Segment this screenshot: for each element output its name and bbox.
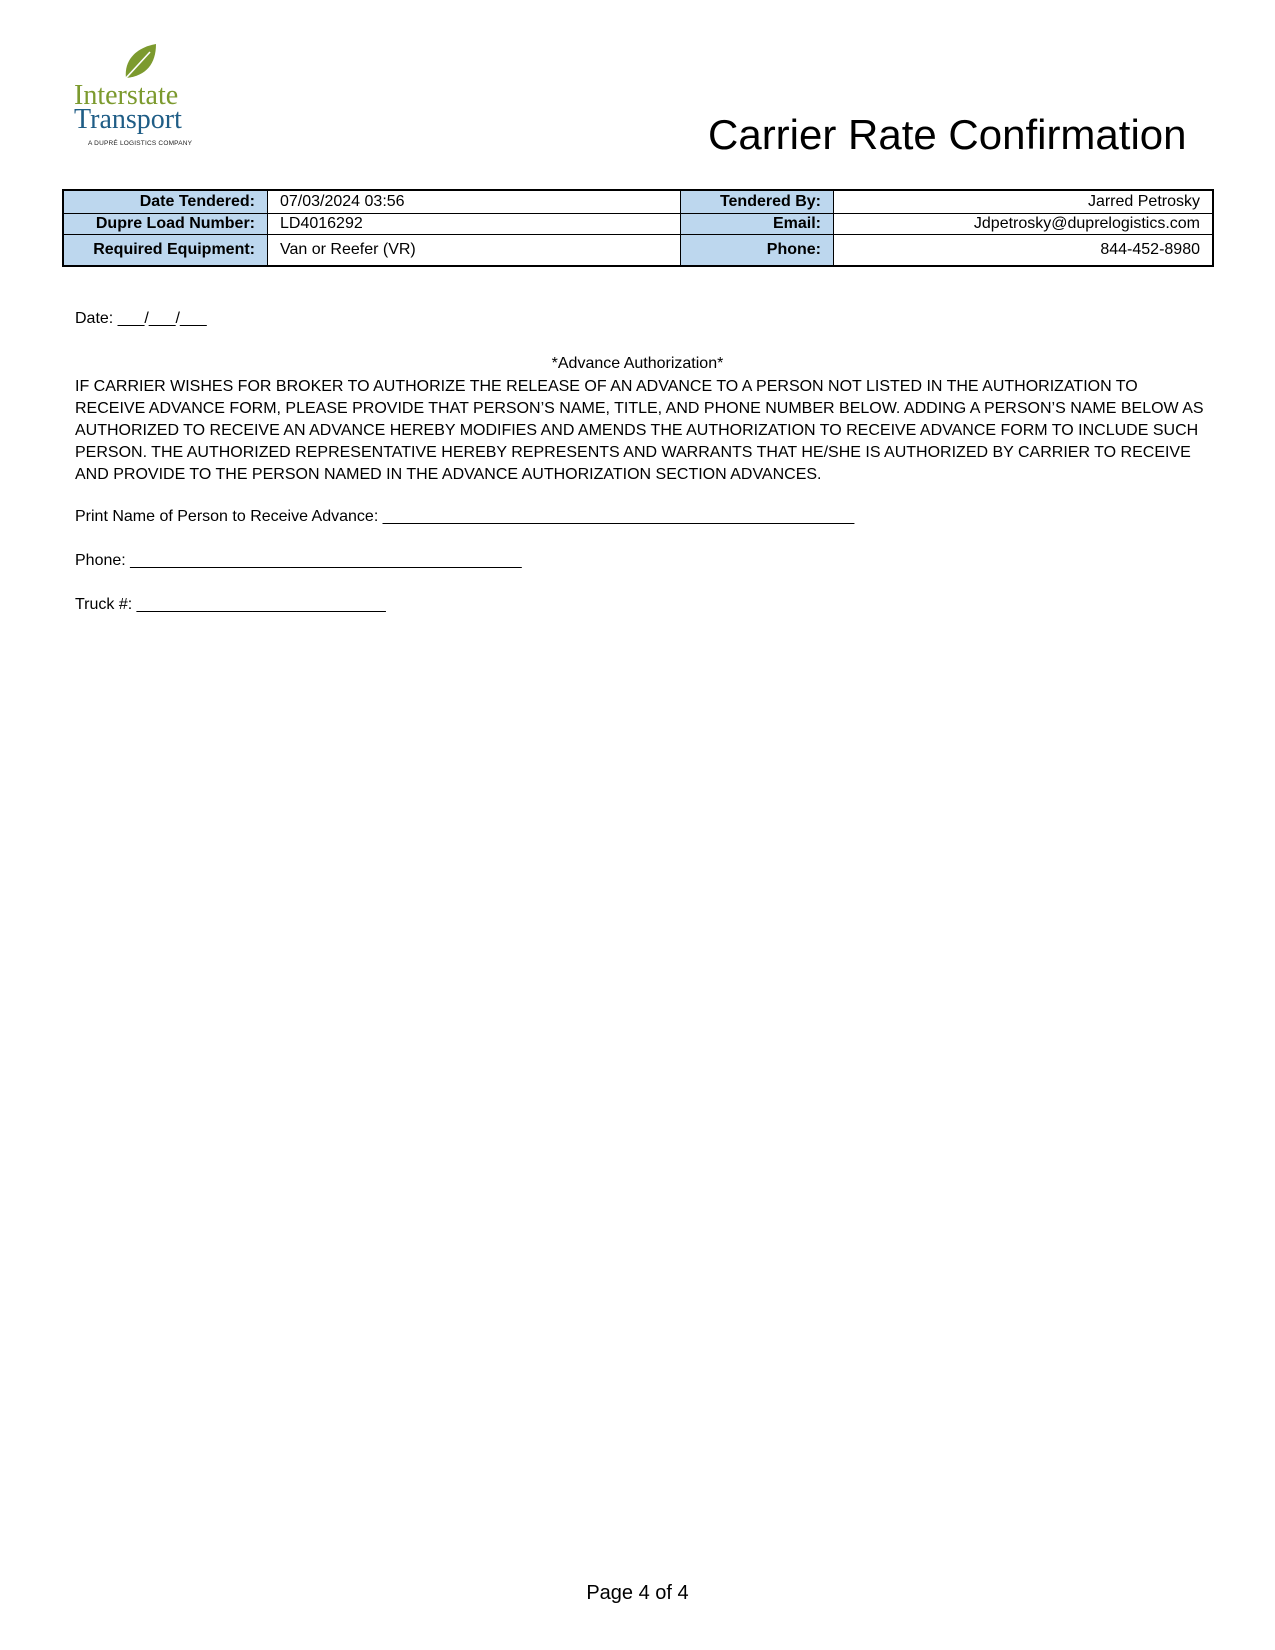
- load-number-value: LD4016292: [268, 214, 681, 235]
- phone-field[interactable]: Phone: ____________________________________________: [75, 552, 522, 569]
- advance-authorization-heading: *Advance Authorization*: [551, 355, 724, 372]
- truck-number-field[interactable]: Truck #: ____________________________: [75, 596, 386, 613]
- company-logo: [72, 42, 212, 152]
- required-equipment-value: Van or Reefer (VR): [268, 235, 681, 266]
- logo-word-interstate: Interstate: [74, 80, 179, 111]
- load-number-label: Dupre Load Number:: [64, 214, 268, 235]
- table-row: [64, 214, 1213, 235]
- tender-info-table: [63, 190, 1213, 266]
- date-tendered-value: 07/03/2024 03:56: [268, 191, 681, 214]
- print-name-field[interactable]: Print Name of Person to Receive Advance: _____________________________________________________: [75, 508, 855, 525]
- tendered-by-value: Jarred Petrosky: [834, 191, 1213, 214]
- tendered-by-label: Tendered By:: [681, 191, 834, 214]
- advance-authorization-text: IF CARRIER WISHES FOR BROKER TO AUTHORIZE THE RELEASE OF AN ADVANCE TO A PERSON NOT LISTED IN THE AUTHORIZATION TO RECEIVE ADVANCE FORM, PLEASE PROVIDE THAT PERSON’S NAME, TITLE, AND PHONE NUMBER BELOW. ADDING A PERSON’S NAME BELOW AS AUTHORIZED TO RECEIVE AN ADVANCE HEREBY MODIFIES AND AMENDS THE AUTHORIZATION TO RECEIVE ADVANCE FORM TO INCLUDE SUCH PERSON. THE AUTHORIZED REPRESENTATIVE HEREBY REPRESENTS AND WARRANTS THAT HE/SHE IS AUTHORIZED BY CARRIER TO RECEIVE AND PROVIDE TO THE PERSON NAMED IN THE ADVANCE AUTHORIZATION SECTION ADVANCES.: [75, 378, 1204, 483]
- date-blank-line[interactable]: Date: ___/___/___: [75, 310, 207, 327]
- date-tendered-label: Date Tendered:: [64, 191, 268, 214]
- table-row: [64, 191, 1213, 214]
- required-equipment-label: Required Equipment:: [64, 235, 268, 266]
- page-number: Page 4 of 4: [586, 1582, 689, 1604]
- document-title: Carrier Rate Confirmation: [708, 111, 1187, 158]
- email-label: Email:: [681, 214, 834, 235]
- phone-label: Phone:: [681, 235, 834, 266]
- logo-tagline: A DUPRÉ LOGISTICS COMPANY: [88, 140, 193, 147]
- phone-value: 844-452-8980: [834, 235, 1213, 266]
- leaf-icon: [120, 42, 160, 82]
- logo-word-transport: Transport: [74, 104, 182, 135]
- table-row: [64, 235, 1213, 266]
- email-value[interactable]: Jdpetrosky@duprelogistics.com: [834, 214, 1213, 235]
